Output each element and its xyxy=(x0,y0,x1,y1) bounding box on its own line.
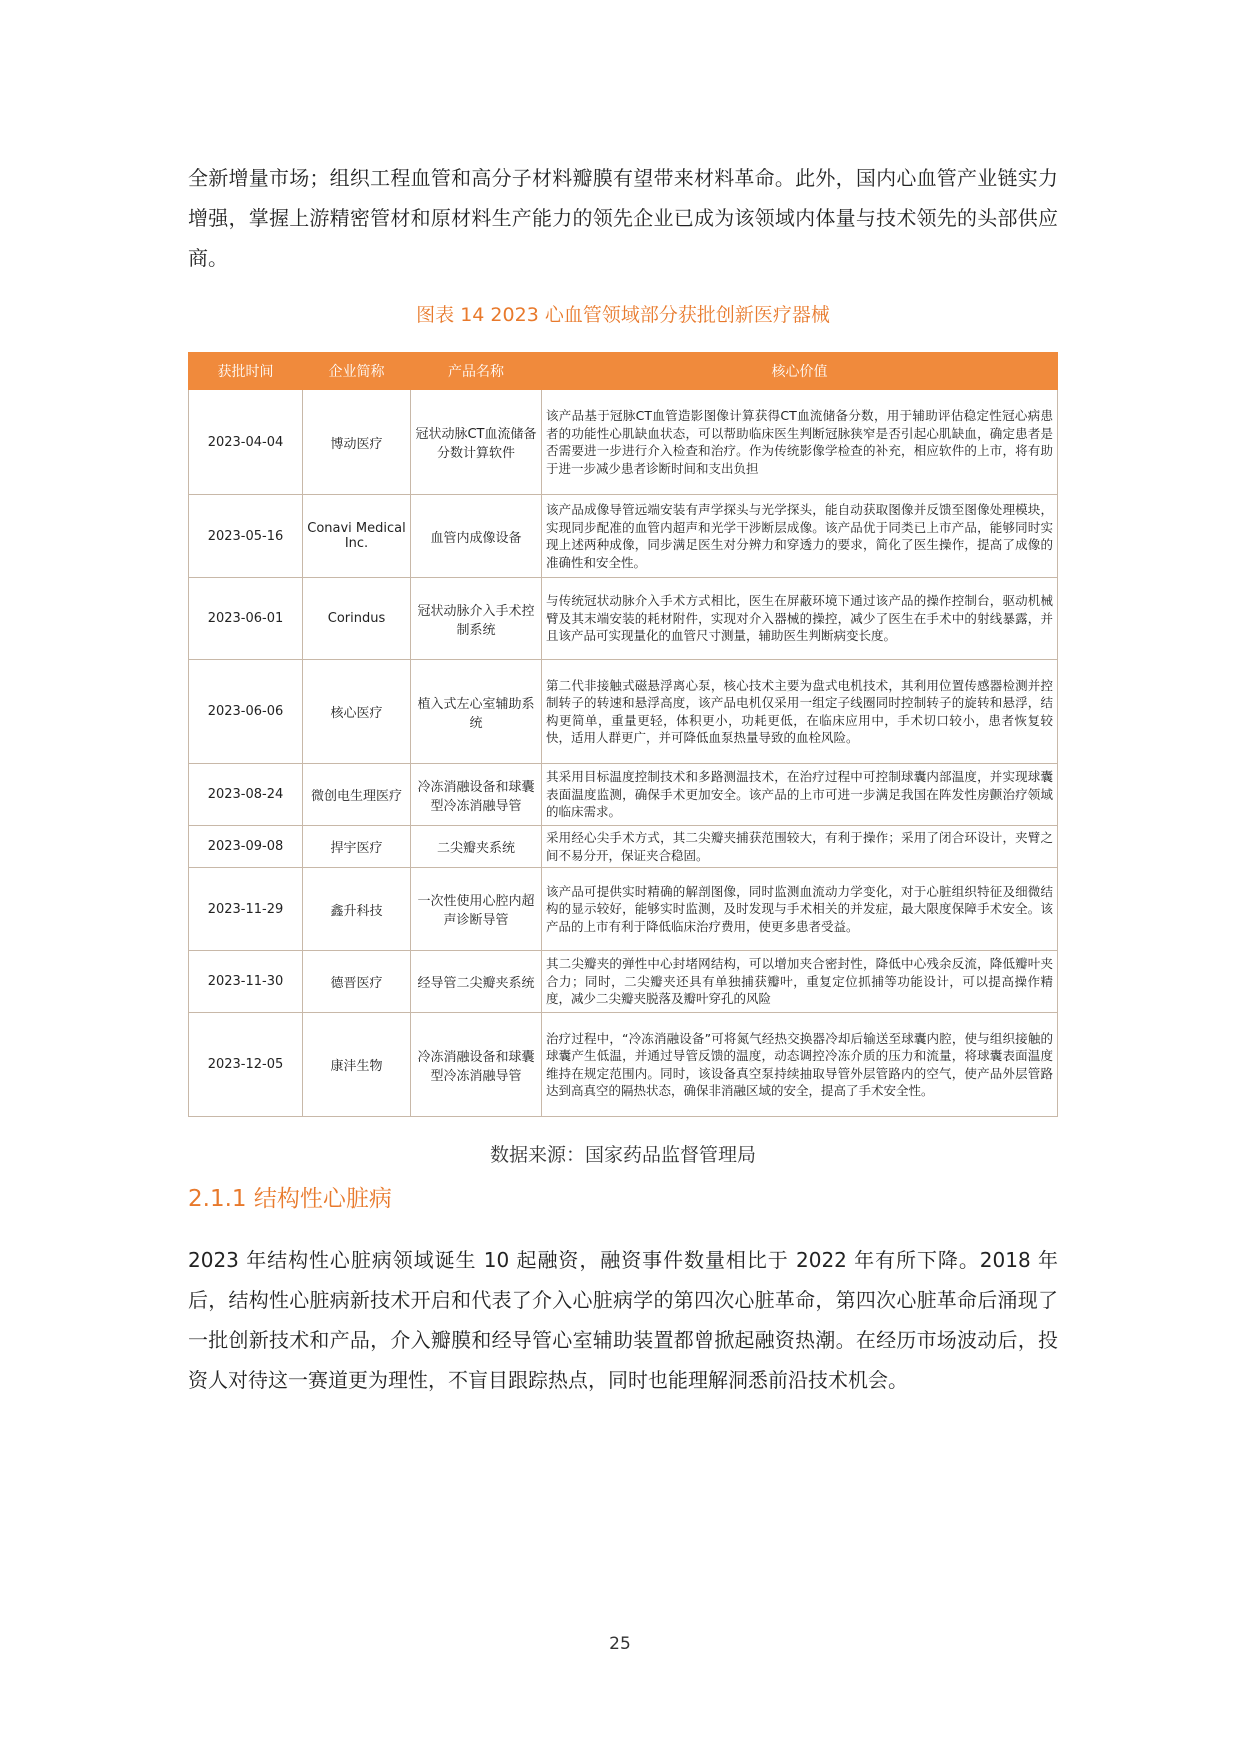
cell-product: 冷冻消融设备和球囊型冷冻消融导管 xyxy=(411,764,542,826)
table-row xyxy=(189,868,1058,951)
header-product: 产品名称 xyxy=(411,353,542,390)
cell-core-value: 其二尖瓣夹的弹性中心封堵网结构，可以增加夹合密封性，降低中心残余反流，降低瓣叶夹合力；同时，二尖瓣夹还具有单独捕获瓣叶，重复定位抓捕等功能设计，可以提高操作精度，减少二尖瓣夹脱落及瓣叶穿孔的风险 xyxy=(542,951,1058,1013)
table-caption: 图表 14 2023 心血管领域部分获批创新医疗器械 xyxy=(416,304,830,326)
section-paragraph: 2023 年结构性心脏病领域诞生 10 起融资，融资事件数量相比于 2022 年有所下降。2018 年后，结构性心脏病新技术开启和代表了介入心脏病学的第四次心脏革命，第四次心脏革命后涌现了一批创新技术和产品，介入瓣膜和经导管心室辅助装置都曾掀起融资热潮。在经历市场波动后，投资人对待这一赛道更为理性，不盲目跟踪热点，同时也能理解洞悉前沿技术机会。 xyxy=(188,1248,1058,1392)
cell-product: 血管内成像设备 xyxy=(411,495,542,578)
cell-company: 博动医疗 xyxy=(303,390,411,495)
approved-devices-table-wrapper xyxy=(188,352,1057,1117)
table-row xyxy=(189,390,1058,495)
table-row xyxy=(189,826,1058,868)
cell-company: 微创电生理医疗 xyxy=(303,764,411,826)
cell-core-value: 其采用目标温度控制技术和多路测温技术，在治疗过程中可控制球囊内部温度，并实现球囊表面温度监测，确保手术更加安全。该产品的上市可进一步满足我国在阵发性房颤治疗领域的临床需求。 xyxy=(542,764,1058,826)
cell-company: 鑫升科技 xyxy=(303,868,411,951)
cell-date: 2023-04-04 xyxy=(189,390,303,495)
cell-date: 2023-06-06 xyxy=(189,660,303,764)
header-company: 企业简称 xyxy=(303,353,411,390)
cell-core-value: 采用经心尖手术方式，其二尖瓣夹捕获范围较大，有利于操作；采用了闭合环设计，夹臂之间不易分开，保证夹合稳固。 xyxy=(542,826,1058,868)
cell-product: 二尖瓣夹系统 xyxy=(411,826,542,868)
page-number: 25 xyxy=(609,1634,631,1654)
cell-core-value: 该产品基于冠脉CT血管造影图像计算获得CT血流储备分数，用于辅助评估稳定性冠心病患者的功能性心肌缺血状态，可以帮助临床医生判断冠脉狭窄是否引起心肌缺血，确定患者是否需要进一步进行介入检查和治疗。作为传统影像学检查的补充，相应软件的上市，将有助于进一步减少患者诊断时间和支出负担 xyxy=(542,390,1058,495)
cell-company: Conavi Medical Inc. xyxy=(303,495,411,578)
intro-paragraph: 全新增量市场；组织工程血管和高分子材料瓣膜有望带来材料革命。此外，国内心血管产业链实力增强，掌握上游精密管材和原材料生产能力的领先企业已成为该领域内体量与技术领先的头部供应商。 xyxy=(188,166,1058,270)
cell-core-value: 治疗过程中，“冷冻消融设备”可将氮气经热交换器冷却后输送至球囊内腔，使与组织接触的球囊产生低温，并通过导管反馈的温度，动态调控冷冻介质的压力和流量，将球囊表面温度维持在规定范围内。同时，该设备真空泵持续抽取导管外层管路内的空气，使产品外层管路达到高真空的隔热状态，确保非消融区域的安全，提高了手术安全性。 xyxy=(542,1013,1058,1117)
cell-product: 冠状动脉CT血流储备分数计算软件 xyxy=(411,390,542,495)
cell-date: 2023-05-16 xyxy=(189,495,303,578)
approved-devices-table xyxy=(188,352,1058,1117)
table-row xyxy=(189,495,1058,578)
header-approval-date: 获批时间 xyxy=(189,353,303,390)
cell-date: 2023-06-01 xyxy=(189,578,303,660)
cell-company: Corindus xyxy=(303,578,411,660)
cell-company: 捍宇医疗 xyxy=(303,826,411,868)
table-row xyxy=(189,951,1058,1013)
cell-product: 冷冻消融设备和球囊型冷冻消融导管 xyxy=(411,1013,542,1117)
cell-product: 冠状动脉介入手术控制系统 xyxy=(411,578,542,660)
cell-date: 2023-09-08 xyxy=(189,826,303,868)
table-row xyxy=(189,1013,1058,1117)
header-core-value: 核心价值 xyxy=(542,353,1058,390)
cell-date: 2023-11-30 xyxy=(189,951,303,1013)
cell-date: 2023-12-05 xyxy=(189,1013,303,1117)
cell-product: 一次性使用心腔内超声诊断导管 xyxy=(411,868,542,951)
cell-company: 德晋医疗 xyxy=(303,951,411,1013)
cell-date: 2023-08-24 xyxy=(189,764,303,826)
cell-core-value: 该产品成像导管远端安装有声学探头与光学探头，能自动获取图像并反馈至图像处理模块，实现同步配准的血管内超声和光学干涉断层成像。该产品优于同类已上市产品，能够同时实现上述两种成像，同步满足医生对分辨力和穿透力的要求，简化了医生操作，提高了成像的准确性和安全性。 xyxy=(542,495,1058,578)
table-row xyxy=(189,764,1058,826)
cell-company: 康沣生物 xyxy=(303,1013,411,1117)
cell-core-value: 该产品可提供实时精确的解剖图像，同时监测血流动力学变化，对于心脏组织特征及细微结构的显示较好，能够实时监测，及时发现与手术相关的并发症，最大限度保障手术安全。该产品的上市有利于降低临床治疗费用，使更多患者受益。 xyxy=(542,868,1058,951)
table-row xyxy=(189,578,1058,660)
section-heading: 2.1.1 结构性心脏病 xyxy=(188,1186,392,1212)
table-row xyxy=(189,660,1058,764)
table-header-row xyxy=(189,353,1058,390)
cell-core-value: 与传统冠状动脉介入手术方式相比，医生在屏蔽环境下通过该产品的操作控制台，驱动机械臂及其末端安装的耗材附件，实现对介入器械的操控，减少了医生在手术中的射线暴露，并且该产品可实现量化的血管尺寸测量，辅助医生判断病变长度。 xyxy=(542,578,1058,660)
cell-company: 核心医疗 xyxy=(303,660,411,764)
cell-date: 2023-11-29 xyxy=(189,868,303,951)
cell-core-value: 第二代非接触式磁悬浮离心泵，核心技术主要为盘式电机技术，其利用位置传感器检测并控制转子的转速和悬浮高度，该产品电机仅采用一组定子线圈同时控制转子的旋转和悬浮，结构更简单，重量更轻，体积更小，功耗更低，在临床应用中，手术切口较小，患者恢复较快，适用人群更广，并可降低血泵热量导致的血栓风险。 xyxy=(542,660,1058,764)
cell-product: 植入式左心室辅助系统 xyxy=(411,660,542,764)
data-source-note: 数据来源：国家药品监督管理局 xyxy=(489,1144,756,1166)
cell-product: 经导管二尖瓣夹系统 xyxy=(411,951,542,1013)
